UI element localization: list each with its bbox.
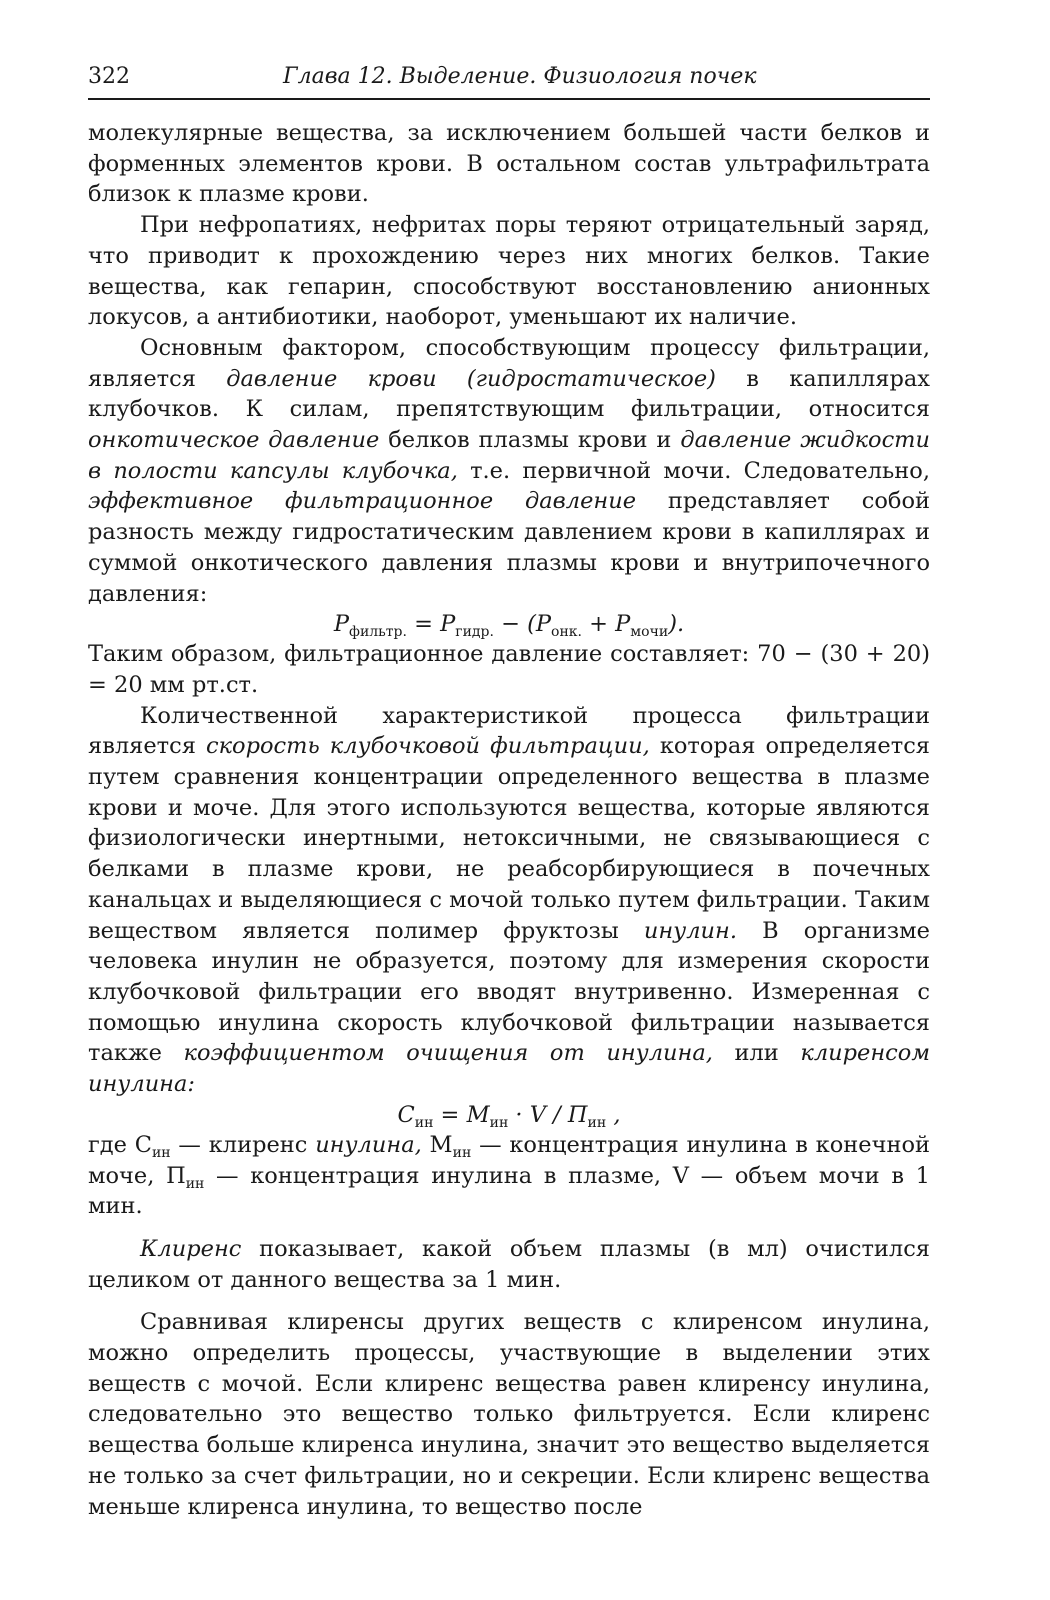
term-blood-pressure: давление крови (гидростатическое)	[226, 365, 716, 392]
term-inulin-clearance: клиренсом инулина:	[88, 1040, 930, 1098]
term-capsule-pressure: давление жидкости в полости капсулы клубочка,	[88, 427, 931, 484]
paragraph-5	[88, 701, 930, 1100]
formula-subscript: мочи	[630, 624, 669, 641]
text-run: где C	[88, 1131, 152, 1158]
text-run: которая определяется путем сравнения концентрации определенного вещества в плазме крови и моче. Для этого используются вещества, которые являются физиологически инертными, нетоксичными, не связывающиеся с белками в плазме крови, не реабсорбирующиеся в почечных канальцах и выделяющиеся с мочой только путем фильтрации. Таким веществом является полимер фруктозы	[88, 733, 930, 944]
paragraph-6	[88, 1130, 930, 1222]
formula-part: P	[333, 611, 349, 638]
text-run: В организме человека инулин не образуется, поэтому для измерения скорости клубочковой фильтрации его вводят внутривенно. Измеренная с помощью инулина скорость клубочковой фильтрации называется также	[88, 917, 930, 1067]
term-inulin: инулин.	[643, 917, 738, 944]
formula-part: ).	[668, 611, 685, 638]
page-header	[88, 62, 930, 100]
formula-subscript: ин	[587, 1114, 607, 1131]
subscript: ин	[185, 1175, 205, 1192]
paragraph-2: При нефропатиях, нефритах поры теряют отрицательный заряд, что приводит к прохождению через них многих белков. Такие вещества, как гепарин, способствуют восстановлению анионных локусов, а антибиотики, наоборот, уменьшают их наличие.	[88, 212, 930, 331]
formula-subscript: онк.	[551, 624, 582, 641]
body-text	[88, 118, 930, 1522]
text-run: — концентрация инулина в плазме, V — объем мочи в 1 мин.	[88, 1162, 930, 1220]
paragraph-1: молекулярные вещества, за исключением большей части белков и форменных элементов крови. В остальном состав ультрафильтрата близок к плазме крови.	[88, 120, 930, 208]
text-run: т.е. первичной мочи. Следовательно,	[457, 457, 930, 484]
text-run: Основным фактором, способствующим процессу фильтрации, является	[88, 334, 930, 392]
paragraph-4: Таким образом, фильтрационное давление составляет: 70 − (30 + 20) = 20 мм рт.ст.	[88, 641, 930, 698]
text-run: показывает, какой объем плазмы (в мл) очистился целиком от данного вещества за 1 мин.	[88, 1235, 930, 1293]
term-oncotic-pressure: онкотическое давление	[88, 427, 380, 454]
formula-filtration-pressure	[88, 609, 930, 639]
page-number: 322	[88, 64, 130, 89]
formula-part: = P	[406, 611, 456, 638]
formula-subscript: гидр.	[455, 624, 494, 641]
text-run: M	[421, 1131, 453, 1158]
formula-part: · V / П	[508, 1101, 588, 1128]
formula-part: = M	[433, 1101, 490, 1128]
text-run: белков плазмы крови и	[379, 427, 681, 454]
term-clearance: Клиренс	[140, 1235, 242, 1262]
formula-part: − (P	[493, 611, 552, 638]
subscript: ин	[452, 1144, 472, 1161]
text-run: или	[712, 1040, 801, 1067]
running-head: Глава 12. Выделение. Физиология почек	[283, 64, 757, 89]
formula-part: ,	[606, 1101, 621, 1128]
paragraph-7	[88, 1234, 930, 1295]
formula-clearance	[88, 1100, 930, 1130]
term-gfr: скорость клубочковой фильтрации,	[206, 733, 650, 760]
term-clearance-coefficient: коэффициентом очищения от инулина,	[183, 1040, 713, 1067]
text-run: в капиллярах клубочков. К силам, препятствующим фильтрации, относится	[88, 365, 930, 423]
formula-subscript: фильтр.	[348, 624, 407, 641]
formula-subscript: ин	[414, 1114, 434, 1131]
text-run: Количественной характеристикой процесса фильтрации является	[88, 702, 930, 760]
paragraph-8: Сравнивая клиренсы других веществ с клиренсом инулина, можно определить процессы, участвующие в выделении этих веществ с мочой. Если клиренс вещества равен клиренсу инулина, следовательно это вещество только фильтруется. Если клиренс вещества больше клиренса инулина, значит это вещество выделяется не только за счет фильтрации, но и секреции. Если клиренс вещества меньше клиренса инулина, то вещество после	[88, 1309, 930, 1520]
text-run: представляет собой разность между гидростатическим давлением крови в капиллярах и суммой онкотического давления плазмы крови и внутрипочечного давления:	[88, 488, 930, 607]
term-inulin: инулина,	[315, 1131, 422, 1158]
paragraph-3	[88, 333, 930, 609]
subscript: ин	[151, 1144, 171, 1161]
text-run: — концентрация инулина в конечной моче, П	[88, 1131, 930, 1189]
formula-part: C	[397, 1101, 415, 1128]
text-run: — клиренс	[170, 1131, 316, 1158]
formula-part: + P	[582, 611, 631, 638]
term-effective-filtration-pressure: эффективное фильтрационное давление	[88, 488, 637, 515]
formula-subscript: ин	[489, 1114, 509, 1131]
